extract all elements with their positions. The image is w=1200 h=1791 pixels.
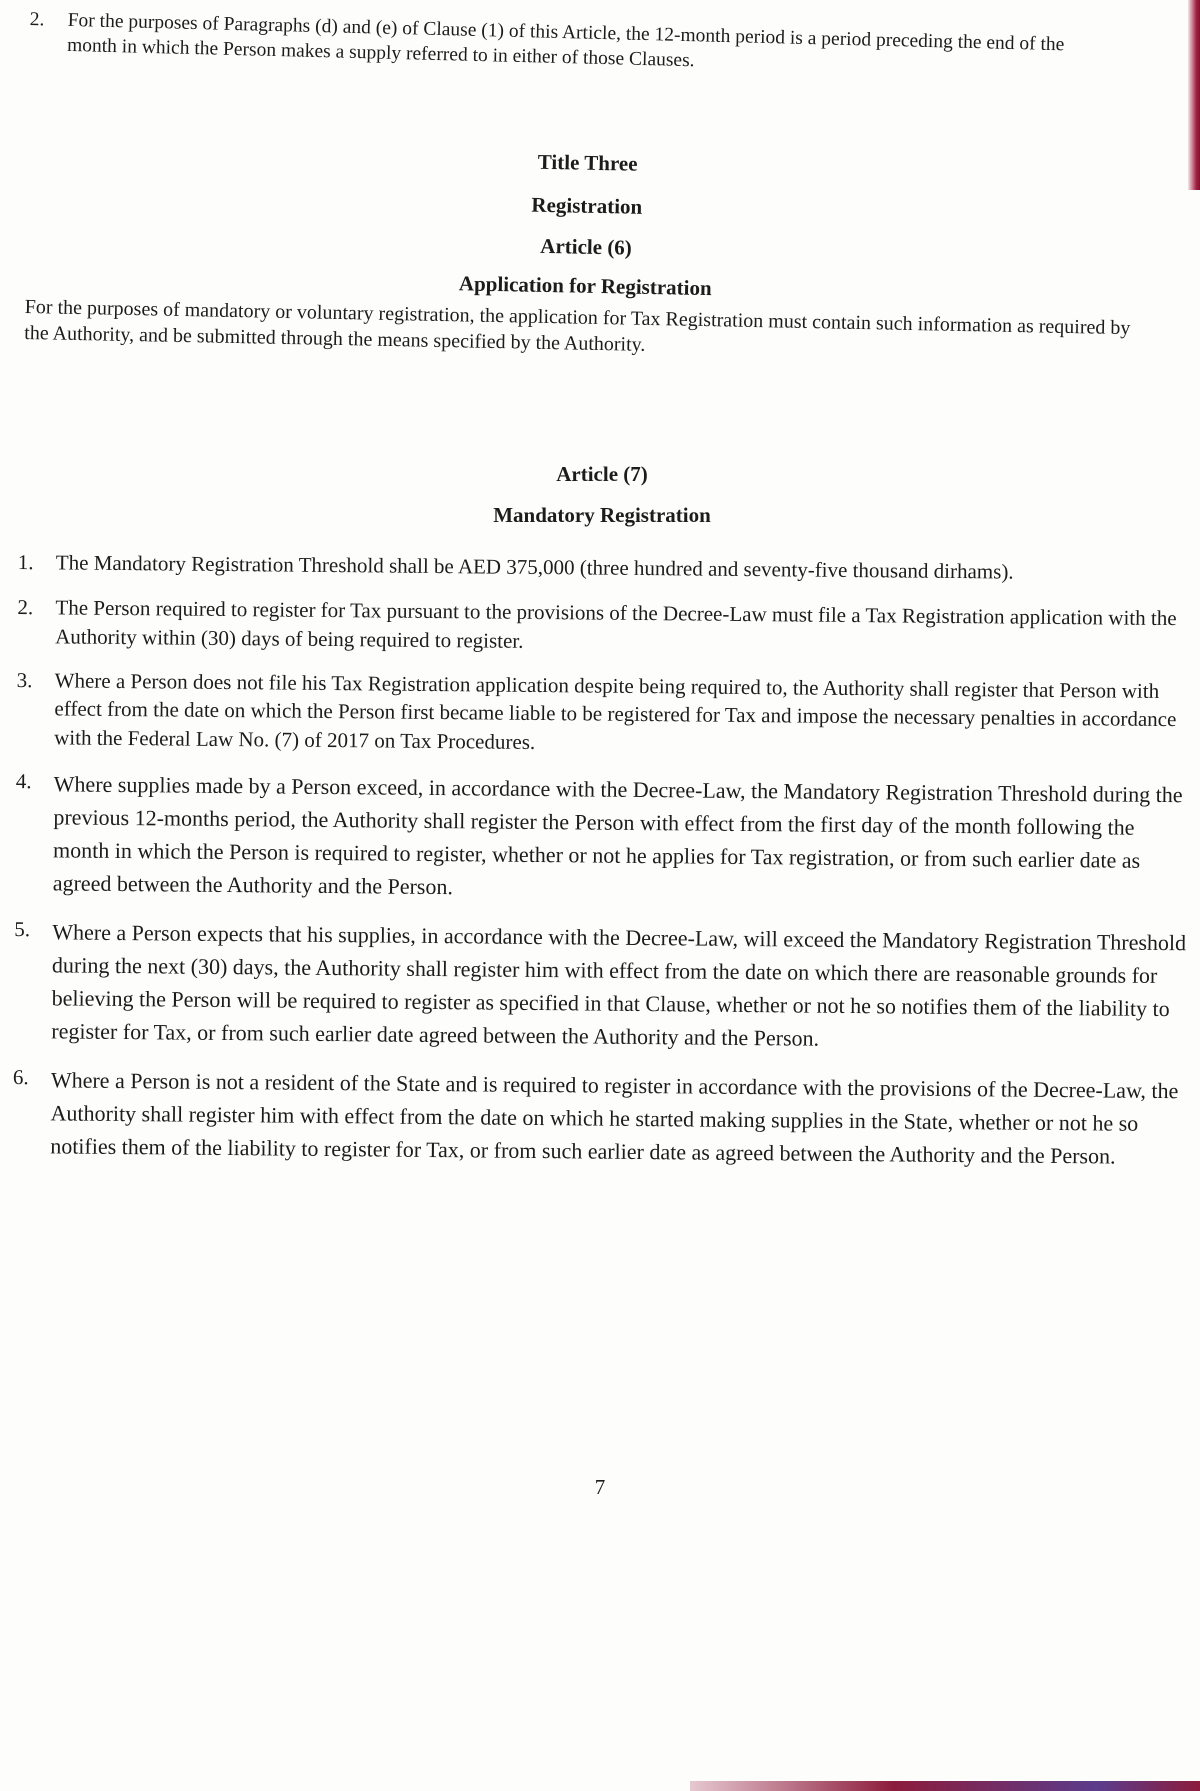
article6-heading: Article (6) bbox=[540, 233, 633, 260]
clause-text: For the purposes of Paragraphs (d) and (e) of Clause (1) of this Article, the 12-month period is a period preceding the end of the month in which the Person makes a supply referred to in either of those Clauses. bbox=[66, 9, 1065, 72]
article7-subheading: Mandatory Registration bbox=[493, 503, 711, 527]
clause-number: 2. bbox=[29, 8, 45, 31]
item-text: The Mandatory Registration Threshold shall be AED 375,000 (three hundred and seventy-five thousand dirhams). bbox=[55, 550, 1014, 584]
item-number: 2. bbox=[17, 595, 34, 620]
list-item bbox=[12, 1063, 1193, 1173]
title-heading: Title Three bbox=[537, 149, 638, 176]
item-text: Where a Person does not file his Tax Registration application despite being required to, the Authority shall register that Person with effect from the date on which the Person first became liable to be registered for Tax and impose the necessary penalties in accordance with the Federal Law No. (7) of 2017 on Tax Procedures. bbox=[54, 668, 1177, 754]
item-text: Where a Person expects that his supplies, in accordance with the Decree-Law, will exceed the Mandatory Registration Threshold during the next (30) days, the Authority shall register him with effect from the date on which there are reasonable grounds for believing the Person will be required to register as specified in that Clause, whether or not he so notifies them of the liability to register for Tax, or from such earlier date agreed between the Authority and the Person. bbox=[51, 919, 1187, 1051]
item-number: 4. bbox=[15, 769, 32, 794]
page-edge-bottom bbox=[690, 1781, 1200, 1791]
item-text: The Person required to register for Tax pursuant to the provisions of the Decree-Law must file a Tax Registration application with the Authority within (30) days of being required to register. bbox=[55, 595, 1177, 653]
list-item bbox=[13, 915, 1194, 1058]
article6-text: For the purposes of mandatory or voluntary registration, the application for Tax Registration must contain such information as required by the Authority, and be submitted through the means specified by the Authority. bbox=[24, 295, 1131, 356]
list-item bbox=[15, 767, 1196, 910]
item-number: 1. bbox=[17, 549, 34, 575]
item-number: 3. bbox=[16, 668, 33, 693]
article7-header bbox=[0, 462, 1200, 528]
item-text: Where a Person is not a resident of the State and is required to register in accordance with the provisions of the Decree-Law, the Authority shall register him with effect from the date on which he started making supplies in the State, whether or not he so notifies them of the liability to register for Tax, or from such earlier date as agreed between the Authority and the Person. bbox=[50, 1067, 1179, 1169]
page-edge-right bbox=[1188, 0, 1200, 190]
clause-item bbox=[29, 8, 1090, 84]
title-three-block bbox=[24, 140, 1148, 367]
registration-heading: Registration bbox=[531, 192, 643, 219]
list-item bbox=[17, 593, 1197, 661]
page-number: 7 bbox=[594, 1475, 606, 1499]
item-number: 5. bbox=[14, 917, 31, 942]
list-item bbox=[16, 666, 1197, 762]
article7-list bbox=[12, 548, 1198, 1189]
item-number: 6. bbox=[12, 1065, 29, 1090]
article6-subheading: Application for Registration bbox=[458, 271, 712, 301]
item-text: Where supplies made by a Person exceed, in accordance with the Decree-Law, the Mandatory Registration Threshold during the previous 12-months period, the Authority shall register the Person with effect from the first day of the month following the month in which the Person is required to register, whether or not he applies for Tax registration, or from such earlier date as agreed between the Authority and the Person. bbox=[52, 771, 1183, 900]
top-clause-block bbox=[29, 8, 1090, 84]
list-item bbox=[18, 548, 1198, 589]
article7-heading: Article (7) bbox=[556, 462, 648, 486]
